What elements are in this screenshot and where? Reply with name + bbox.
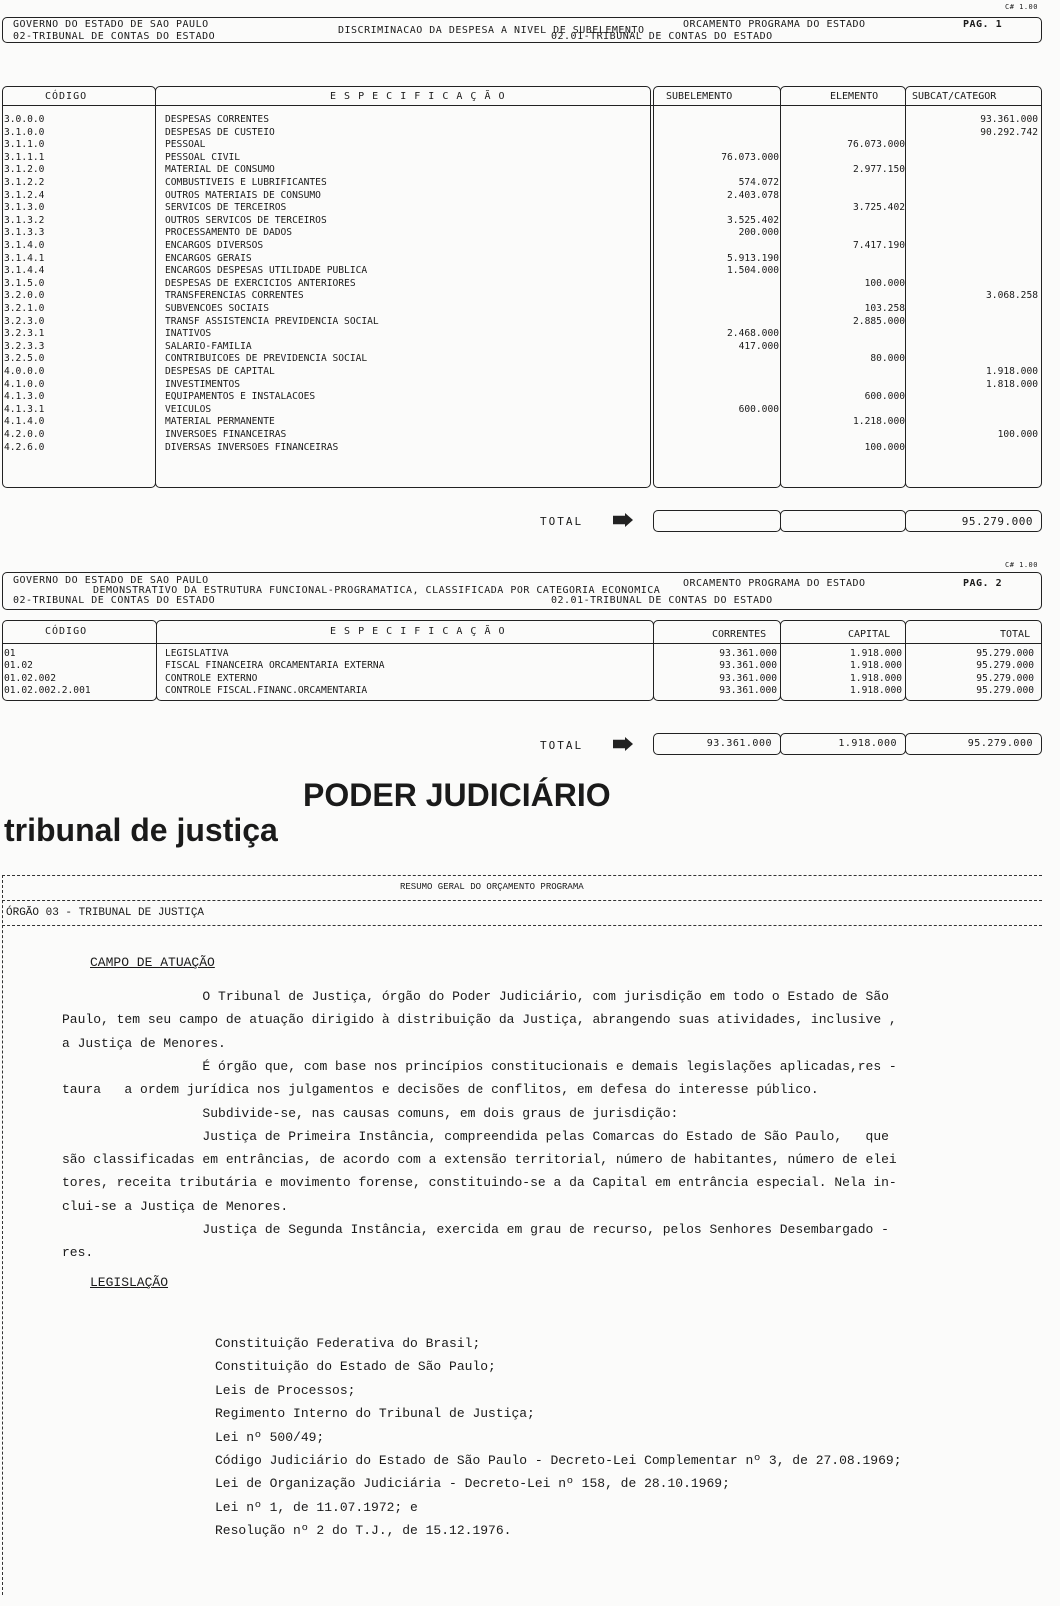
header-left1: GOVERNO DO ESTADO DE SAO PAULO xyxy=(13,575,209,586)
th-code: CÓDIGO xyxy=(45,91,88,102)
th-sub: SUBELEMENTO xyxy=(666,91,733,102)
row-spec: OUTROS SERVICOS DE TERCEIROS xyxy=(165,214,327,226)
row-spec: CONTROLE EXTERNO xyxy=(165,672,258,684)
row-spec: COMBUSTIVEIS E LUBRIFICANTES xyxy=(165,177,327,188)
row-subelemento: 3.525.402 xyxy=(727,214,779,226)
row-correntes: 93.361.000 xyxy=(719,684,777,696)
paragraph-line: O Tribunal de Justiça, órgão do Poder Judiciário, com jurisdição em todo o Estado de São xyxy=(62,989,889,1004)
table-row xyxy=(2,114,1042,126)
row-subelemento: 76.073.000 xyxy=(721,151,779,163)
row-spec: DESPESAS DE CUSTEIO xyxy=(165,126,275,138)
row-subelemento: 574.072 xyxy=(738,177,779,188)
row-spec: OUTROS MATERIAIS DE CONSUMO xyxy=(165,189,321,201)
paragraph-line: são classificadas em entrâncias, de acordo com a extensão territorial, número de habitantes, número de elei xyxy=(62,1152,897,1168)
row-total: 95.279.000 xyxy=(976,648,1034,659)
th-cat: SUBCAT/CATEGOR xyxy=(912,91,997,102)
row-spec: PESSOAL xyxy=(165,139,206,151)
row-spec: CONTROLE FISCAL.FINANC.ORCAMENTARIA xyxy=(165,684,368,696)
total-cor xyxy=(653,733,781,755)
total-cap xyxy=(780,733,906,755)
th-tot: TOTAL xyxy=(1000,629,1031,640)
page-number: PAG. 1 xyxy=(963,19,1003,30)
table-row xyxy=(2,673,1042,685)
row-code: 01.02 xyxy=(4,660,33,672)
row-capital: 1.918.000 xyxy=(850,672,902,684)
page-number: PAG. 2 xyxy=(963,578,1003,589)
table-row xyxy=(2,290,1042,302)
table-row xyxy=(2,316,1042,328)
legislation-item: Lei nº 500/49; xyxy=(215,1429,325,1445)
legislation-item: Lei de Organização Judiciária - Decreto-Lei nº 158, de 28.10.1969; xyxy=(215,1476,730,1492)
row-elemento: 2.977.150 xyxy=(853,164,905,176)
header-title: DISCRIMINACAO DA DESPESA A NIVEL DE SUBELEMENTO xyxy=(338,25,645,36)
row-elemento: 100.000 xyxy=(864,441,905,453)
row-code: 3.1.3.3 xyxy=(4,227,45,239)
row-capital: 1.918.000 xyxy=(850,660,902,672)
header-left2: 02-TRIBUNAL DE CONTAS DO ESTADO xyxy=(13,595,216,606)
row-correntes: 93.361.000 xyxy=(719,648,777,659)
row-elemento: 1.218.000 xyxy=(853,416,905,428)
row-spec: SERVICOS DE TERCEIROS xyxy=(165,202,287,214)
table-row xyxy=(2,227,1042,239)
header-left2: 02-TRIBUNAL DE CONTAS DO ESTADO xyxy=(13,31,216,42)
legislation-item: Constituição do Estado de São Paulo; xyxy=(215,1359,496,1375)
row-subelemento: 600.000 xyxy=(738,403,779,415)
table-row xyxy=(2,366,1042,378)
table-row xyxy=(2,303,1042,315)
form1-header xyxy=(2,17,1042,43)
row-spec: DESPESAS DE EXERCICIOS ANTERIORES xyxy=(165,277,356,289)
table-row xyxy=(2,404,1042,416)
row-spec: ENCARGOS DESPESAS UTILIDADE PUBLICA xyxy=(165,265,368,277)
row-categoria: 100.000 xyxy=(997,429,1038,440)
total-tot-value: 95.279.000 xyxy=(967,738,1033,749)
table-row xyxy=(2,416,1042,428)
table-row xyxy=(2,139,1042,151)
row-spec: MATERIAL PERMANENTE xyxy=(165,416,275,428)
th-spec: E S P E C I F I C A Ç Ã O xyxy=(330,91,506,102)
row-code: 4.0.0.0 xyxy=(4,366,45,377)
legislation-item: Leis de Processos; xyxy=(215,1382,356,1398)
table-row xyxy=(2,278,1042,290)
total-tot xyxy=(905,733,1042,755)
row-code: 3.2.1.0 xyxy=(4,303,45,314)
row-code: 01.02.002.2.001 xyxy=(4,684,91,696)
table-row xyxy=(2,442,1042,454)
table-row xyxy=(2,353,1042,365)
row-code: 01.02.002 xyxy=(4,672,56,684)
row-code: 4.1.4.0 xyxy=(4,416,45,428)
row-total: 95.279.000 xyxy=(976,660,1034,672)
row-categoria: 1.918.000 xyxy=(986,366,1038,377)
row-code: 4.2.0.0 xyxy=(4,429,45,440)
paragraph-line: tores, receita tributária e movimento forense, constituindo-se a da Capital em entrância especial. Nela in- xyxy=(62,1175,897,1191)
row-elemento: 600.000 xyxy=(864,391,905,403)
row-spec: INATIVOS xyxy=(165,328,212,340)
paragraph-line: Justiça de Segunda Instância, exercida em grau de recurso, pelos Senhores Desembargado - xyxy=(62,1222,889,1237)
row-spec: DIVERSAS INVERSOES FINANCEIRAS xyxy=(165,441,339,453)
paragraph-line: Subdivide-se, nas causas comuns, em dois graus de jurisdição: xyxy=(62,1105,679,1121)
header-right1: ORCAMENTO PROGRAMA DO ESTADO xyxy=(683,19,866,30)
header-right2: 02.01-TRIBUNAL DE CONTAS DO ESTADO xyxy=(551,595,773,606)
th-code: CÓDIGO xyxy=(45,626,88,637)
table-row xyxy=(2,391,1042,403)
header-right1: ORCAMENTO PROGRAMA DO ESTADO xyxy=(683,578,866,589)
row-correntes: 93.361.000 xyxy=(719,672,777,684)
row-code: 4.2.6.0 xyxy=(4,441,45,453)
row-spec: SALARIO-FAMILIA xyxy=(165,340,252,352)
table-row xyxy=(2,685,1042,697)
row-code: 3.1.1.1 xyxy=(4,151,45,163)
paragraph-line: É órgão que, com base nos princípios constitucionais e demais legislações aplicadas,res - xyxy=(62,1058,897,1074)
row-total: 95.279.000 xyxy=(976,684,1034,696)
row-spec: TRANSF ASSISTENCIA PREVIDENCIA SOCIAL xyxy=(165,315,379,327)
arrow-icon xyxy=(613,513,633,527)
row-subelemento: 5.913.190 xyxy=(727,252,779,264)
row-spec: ENCARGOS GERAIS xyxy=(165,252,252,264)
paragraph-line: Justiça de Primeira Instância, compreendida pelas Comarcas do Estado de São Paulo, que xyxy=(62,1128,889,1144)
row-code: 4.1.0.0 xyxy=(4,378,45,390)
orgao-label: ÓRGÃO 03 - TRIBUNAL DE JUSTIÇA xyxy=(6,907,205,919)
row-elemento: 103.258 xyxy=(864,303,905,314)
th-spec: E S P E C I F I C A Ç Ã O xyxy=(330,626,506,637)
row-code: 4.1.3.1 xyxy=(4,403,45,415)
total-cap-value: 1.918.000 xyxy=(838,738,897,749)
legislation-item: Constituição Federativa do Brasil; xyxy=(215,1336,481,1351)
th-cap: CAPITAL xyxy=(848,629,891,640)
paragraph-line: taura a ordem jurídica nos julgamentos e decisões de conflitos, em defesa do interesse público. xyxy=(62,1082,819,1098)
total-cat xyxy=(905,510,1042,532)
table-row xyxy=(2,127,1042,139)
row-spec: PESSOAL CIVIL xyxy=(165,151,241,163)
row-subelemento: 1.504.000 xyxy=(727,265,779,277)
table-row xyxy=(2,379,1042,391)
row-spec: ENCARGOS DIVERSOS xyxy=(165,240,264,251)
row-code: 3.1.2.4 xyxy=(4,189,45,201)
campo-title: CAMPO DE ATUAÇÃO xyxy=(90,955,215,970)
table-row xyxy=(2,177,1042,189)
row-code: 3.2.3.3 xyxy=(4,340,45,352)
th-cor: CORRENTES xyxy=(712,629,767,640)
table-row xyxy=(2,240,1042,252)
row-spec: PROCESSAMENTO DE DADOS xyxy=(165,227,293,239)
row-subelemento: 2.468.000 xyxy=(727,328,779,340)
row-elemento: 2.885.000 xyxy=(853,315,905,327)
row-capital: 1.918.000 xyxy=(850,684,902,696)
table-row xyxy=(2,190,1042,202)
paragraph-line: res. xyxy=(62,1245,94,1261)
table-row xyxy=(2,341,1042,353)
row-categoria: 1.818.000 xyxy=(986,378,1038,390)
total-sub xyxy=(653,510,781,532)
total-elem xyxy=(780,510,906,532)
row-code: 3.2.5.0 xyxy=(4,353,45,365)
resumo-header: RESUMO GERAL DO ORÇAMENTO PROGRAMA xyxy=(400,882,584,892)
total-value: 95.279.000 xyxy=(961,515,1033,528)
row-code: 3.0.0.0 xyxy=(4,114,45,125)
header-left1: GOVERNO DO ESTADO DE SAO PAULO xyxy=(13,19,209,30)
row-subelemento: 2.403.078 xyxy=(727,189,779,201)
table-row xyxy=(2,648,1042,660)
table-row xyxy=(2,152,1042,164)
form-code: C# 1.00 xyxy=(1004,561,1038,569)
row-elemento: 3.725.402 xyxy=(853,202,905,214)
table-row xyxy=(2,328,1042,340)
row-spec: DESPESAS DE CAPITAL xyxy=(165,366,275,377)
table-row xyxy=(2,660,1042,672)
header-title: DEMONSTRATIVO DA ESTRUTURA FUNCIONAL-PROGRAMATICA, CLASSIFICADA POR CATEGORIA ECONOMICA xyxy=(93,585,661,596)
row-capital: 1.918.000 xyxy=(850,648,902,659)
paragraph-line: Paulo, tem seu campo de atuação dirigido à distribuição da Justiça, abrangendo suas atividades, inclusive , xyxy=(62,1012,897,1028)
row-spec: INVESTIMENTOS xyxy=(165,378,241,390)
section-title: PODER JUDICIÁRIO xyxy=(303,777,611,813)
row-code: 3.2.3.1 xyxy=(4,328,45,340)
form2-header xyxy=(2,572,1042,610)
row-spec: VEICULOS xyxy=(165,403,212,415)
row-spec: TRANSFERENCIAS CORRENTES xyxy=(165,290,304,302)
paragraph-line: a Justiça de Menores. xyxy=(62,1035,226,1051)
leg-title: LEGISLAÇÃO xyxy=(90,1275,169,1290)
legislation-item: Código Judiciário do Estado de São Paulo - Decreto-Lei Complementar nº 3, de 27.08.1969; xyxy=(215,1453,902,1468)
paragraph-line: clui-se a Justiça de Menores. xyxy=(62,1198,289,1214)
legislation-item: Regimento Interno do Tribunal de Justiça; xyxy=(215,1406,535,1422)
row-code: 3.1.2.0 xyxy=(4,164,45,176)
table-row xyxy=(2,164,1042,176)
table-row xyxy=(2,429,1042,441)
row-categoria: 90.292.742 xyxy=(980,126,1038,138)
row-spec: MATERIAL DE CONSUMO xyxy=(165,164,275,176)
row-subelemento: 200.000 xyxy=(738,227,779,239)
legislation-item: Resolução nº 2 do T.J., de 15.12.1976. xyxy=(215,1523,512,1539)
row-code: 3.1.2.2 xyxy=(4,177,45,188)
row-elemento: 80.000 xyxy=(870,353,905,365)
row-spec: EQUIPAMENTOS E INSTALACOES xyxy=(165,391,316,403)
row-elemento: 76.073.000 xyxy=(847,139,905,151)
row-code: 4.1.3.0 xyxy=(4,391,45,403)
total-label: TOTAL xyxy=(540,515,584,528)
row-code: 01 xyxy=(4,648,16,659)
table-row xyxy=(2,202,1042,214)
legislation-item: Lei nº 1, de 11.07.1972; e xyxy=(215,1499,418,1515)
row-elemento: 7.417.190 xyxy=(853,240,905,251)
table-row xyxy=(2,253,1042,265)
row-spec: LEGISLATIVA xyxy=(165,648,229,659)
row-spec: FISCAL FINANCEIRA ORCAMENTARIA EXTERNA xyxy=(165,660,385,672)
row-categoria: 93.361.000 xyxy=(980,114,1038,125)
row-spec: DESPESAS CORRENTES xyxy=(165,114,269,125)
row-code: 3.1.5.0 xyxy=(4,277,45,289)
total-label: TOTAL xyxy=(540,739,584,752)
row-spec: INVERSOES FINANCEIRAS xyxy=(165,429,287,440)
row-code: 3.1.3.0 xyxy=(4,202,45,214)
row-code: 3.2.0.0 xyxy=(4,290,45,302)
row-code: 3.1.4.4 xyxy=(4,265,45,277)
row-code: 3.1.0.0 xyxy=(4,126,45,138)
row-elemento: 100.000 xyxy=(864,277,905,289)
section-subtitle: tribunal de justiça xyxy=(4,812,278,848)
row-spec: CONTRIBUICOES DE PREVIDENCIA SOCIAL xyxy=(165,353,368,365)
row-code: 3.2.3.0 xyxy=(4,315,45,327)
table-row xyxy=(2,215,1042,227)
total-cor-value: 93.361.000 xyxy=(706,738,772,749)
row-correntes: 93.361.000 xyxy=(719,660,777,672)
th-elem: ELEMENTO xyxy=(830,91,879,102)
row-code: 3.1.4.1 xyxy=(4,252,45,264)
row-subelemento: 417.000 xyxy=(738,340,779,352)
arrow-icon xyxy=(613,737,633,751)
row-categoria: 3.068.258 xyxy=(986,290,1038,302)
table-row xyxy=(2,265,1042,277)
form-code: C# 1.00 xyxy=(1004,3,1038,11)
row-code: 3.1.4.0 xyxy=(4,240,45,251)
row-total: 95.279.000 xyxy=(976,672,1034,684)
header-right2: 02.01-TRIBUNAL DE CONTAS DO ESTADO xyxy=(551,31,773,42)
row-code: 3.1.3.2 xyxy=(4,214,45,226)
row-code: 3.1.1.0 xyxy=(4,139,45,151)
row-spec: SUBVENCOES SOCIAIS xyxy=(165,303,269,314)
